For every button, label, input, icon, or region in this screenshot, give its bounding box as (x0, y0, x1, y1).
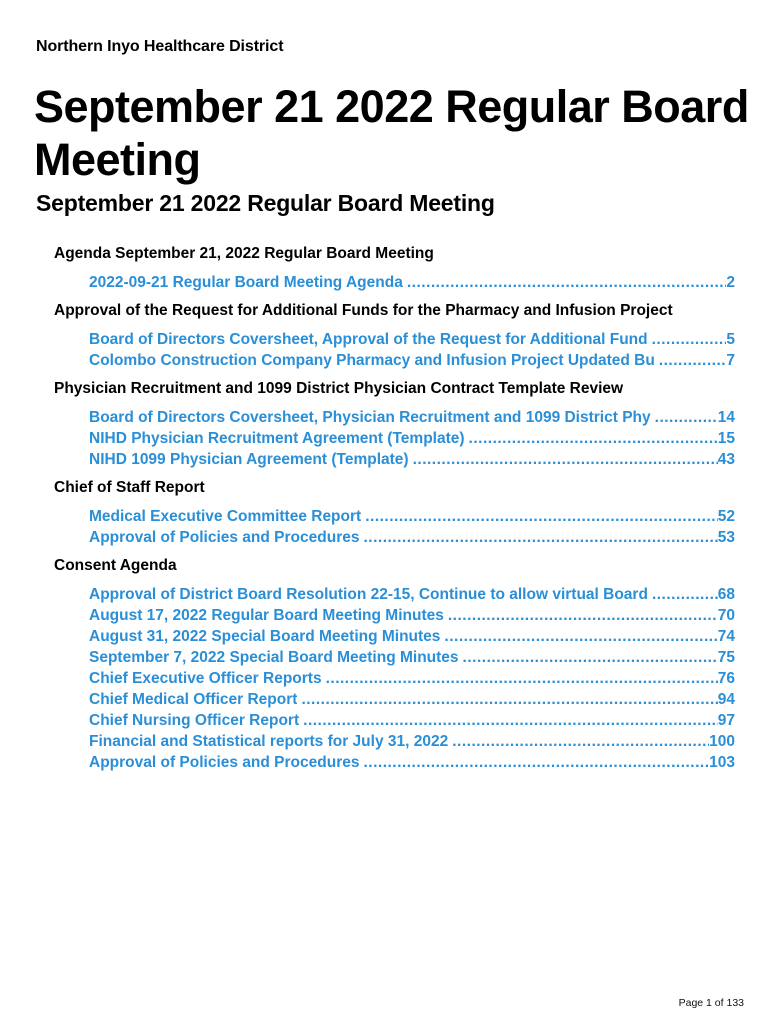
toc-entry[interactable] (89, 407, 735, 428)
toc-section-items (54, 578, 735, 779)
toc-entry-page[interactable]: 7 (726, 352, 735, 369)
toc-entry-title[interactable]: Approval of Policies and Procedures (89, 529, 360, 546)
toc-entry-title[interactable]: Financial and Statistical reports for July 31, 2022 (89, 733, 449, 750)
toc-section-items (54, 266, 735, 299)
toc-entry[interactable] (89, 506, 735, 527)
toc-section-title: Physician Recruitment and 1099 District Physician Contract Template Review (54, 380, 624, 397)
toc-entry[interactable] (89, 428, 735, 449)
toc-leader-dots (448, 731, 709, 752)
toc-entry[interactable] (89, 626, 735, 647)
toc-section-title: Approval of the Request for Additional Funds for the Pharmacy and Infusion Project (54, 302, 673, 319)
toc-entry-page[interactable]: 5 (726, 331, 735, 348)
toc-entry[interactable] (89, 752, 735, 773)
table-of-contents (54, 242, 735, 779)
toc-leader-dots (361, 506, 718, 527)
toc-leader-dots (359, 527, 717, 548)
toc-leader-dots (299, 710, 718, 731)
toc-section-agenda (54, 242, 735, 299)
toc-entry[interactable] (89, 350, 735, 371)
document-title: September 21 2022 Regular Board Meeting (34, 81, 749, 185)
toc-entry-page[interactable]: 68 (717, 586, 735, 603)
toc-entry-page[interactable]: 70 (717, 607, 735, 624)
toc-entry[interactable] (89, 731, 735, 752)
toc-entry-page[interactable]: 15 (717, 430, 735, 447)
toc-section-title: Consent Agenda (54, 557, 177, 574)
toc-entry-page[interactable]: 75 (717, 649, 735, 666)
toc-entry[interactable] (89, 647, 735, 668)
toc-section-items (54, 500, 735, 554)
toc-entry-page[interactable]: 52 (717, 508, 735, 525)
toc-entry-title[interactable]: Chief Nursing Officer Report (89, 712, 300, 729)
page-number: Page 1 of 133 (678, 997, 744, 1009)
toc-entry-title[interactable]: Approval of District Board Resolution 22-15, Continue to allow virtual Board (89, 586, 648, 603)
toc-leader-dots (403, 272, 727, 293)
toc-entry-title[interactable]: 2022-09-21 Regular Board Meeting Agenda (89, 274, 403, 291)
toc-entry-title[interactable]: Colombo Construction Company Pharmacy and Infusion Project Updated Bu (89, 352, 655, 369)
toc-leader-dots (297, 689, 717, 710)
organization-name: Northern Inyo Healthcare District (36, 38, 284, 55)
toc-section-title: Agenda September 21, 2022 Regular Board Meeting (54, 245, 434, 262)
toc-entry-page[interactable]: 74 (717, 628, 735, 645)
toc-entry-title[interactable]: September 7, 2022 Special Board Meeting Minutes (89, 649, 459, 666)
toc-entry-title[interactable]: August 31, 2022 Special Board Meeting Minutes (89, 628, 441, 645)
toc-entry-page[interactable]: 97 (717, 712, 735, 729)
toc-leader-dots (359, 752, 709, 773)
toc-entry-title[interactable]: Medical Executive Committee Report (89, 508, 362, 525)
toc-entry-page[interactable]: 76 (717, 670, 735, 687)
toc-leader-dots (651, 407, 718, 428)
toc-entry-title[interactable]: Board of Directors Coversheet, Approval of the Request for Additional Fund (89, 331, 648, 348)
toc-entry[interactable] (89, 329, 735, 350)
toc-entry-page[interactable]: 103 (709, 754, 735, 771)
toc-entry[interactable] (89, 710, 735, 731)
toc-entry[interactable] (89, 584, 735, 605)
toc-entry-title[interactable]: Board of Directors Coversheet, Physician Recruitment and 1099 District Phy (89, 409, 651, 426)
toc-leader-dots (648, 329, 727, 350)
toc-leader-dots (648, 584, 718, 605)
toc-entry-page[interactable]: 14 (717, 409, 735, 426)
toc-section-chief-of-staff (54, 476, 735, 554)
document-subtitle: September 21 2022 Regular Board Meeting (36, 190, 495, 216)
toc-leader-dots (465, 428, 718, 449)
toc-leader-dots (444, 605, 718, 626)
toc-entry-title[interactable]: Approval of Policies and Procedures (89, 754, 360, 771)
toc-leader-dots (459, 647, 718, 668)
toc-section-items (54, 401, 735, 476)
toc-entry-title[interactable]: Chief Executive Officer Reports (89, 670, 322, 687)
toc-entry-page[interactable]: 94 (717, 691, 735, 708)
toc-leader-dots (409, 449, 718, 470)
toc-entry-page[interactable]: 43 (717, 451, 735, 468)
toc-section-physician-recruitment (54, 377, 735, 476)
toc-entry-title[interactable]: August 17, 2022 Regular Board Meeting Minutes (89, 607, 444, 624)
toc-entry[interactable] (89, 272, 735, 293)
toc-leader-dots (440, 626, 717, 647)
toc-entry-page[interactable]: 53 (717, 529, 735, 546)
toc-leader-dots (322, 668, 718, 689)
toc-entry-title[interactable]: Chief Medical Officer Report (89, 691, 298, 708)
toc-entry[interactable] (89, 527, 735, 548)
toc-entry[interactable] (89, 689, 735, 710)
toc-leader-dots (655, 350, 727, 371)
toc-entry[interactable] (89, 449, 735, 470)
toc-section-items (54, 323, 735, 377)
toc-entry-title[interactable]: NIHD 1099 Physician Agreement (Template) (89, 451, 409, 468)
toc-entry-page[interactable]: 2 (726, 274, 735, 291)
toc-entry-title[interactable]: NIHD Physician Recruitment Agreement (Template) (89, 430, 465, 447)
toc-entry-page[interactable]: 100 (709, 733, 735, 750)
toc-section-title: Chief of Staff Report (54, 479, 205, 496)
toc-entry[interactable] (89, 668, 735, 689)
toc-section-pharmacy-funds (54, 299, 735, 377)
toc-entry[interactable] (89, 605, 735, 626)
toc-section-consent-agenda (54, 554, 735, 779)
